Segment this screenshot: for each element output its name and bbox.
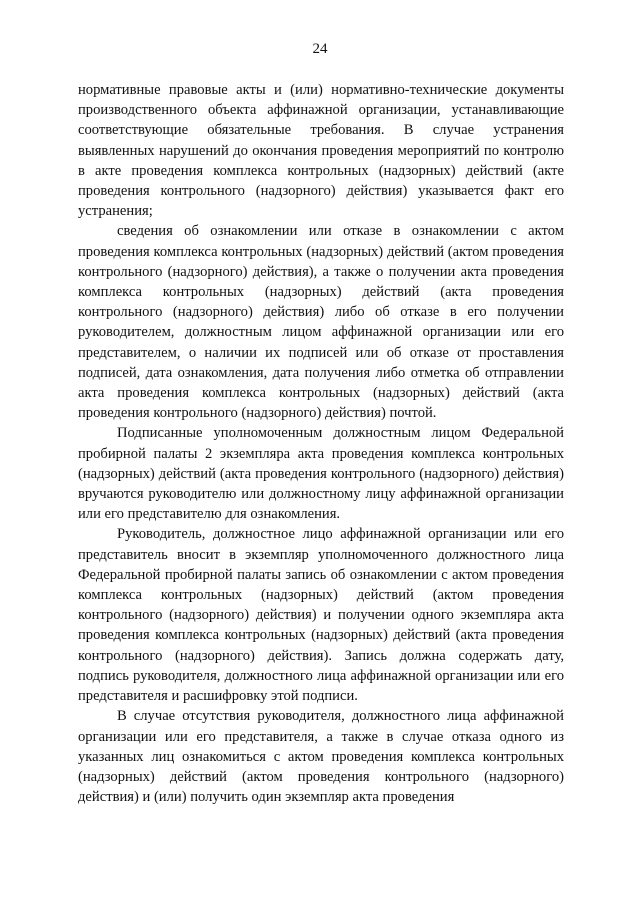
paragraph-3: Подписанные уполномоченным должностным лицом Федеральной пробирной палаты 2 экземпляра акта проведения комплекса контрольных (надзорных) действий (акта проведения контрольного (надзорного) действия) вручаются руководителю или должностному лицу аффинажной организации или его представителю для ознакомления.	[78, 425, 564, 523]
paragraph-2: сведения об ознакомлении или отказе в ознакомлении с актом проведения комплекса контрольных (надзорных) действий (актом проведения контрольного (надзорного) действия), а также о получении акта проведения комплекса контрольных (надзорных) действий (акта проведения контрольного (надзорного) действия) либо об отказе в его получении руководителем, должностным лицом аффинажной организации или его представителем, о наличии их подписей или об отказе от проставления подписей, дата ознакомления, дата получения либо отметка об отправлении акта проведения комплекса контрольных (надзорных) действий (акта проведения контрольного (надзорного) действия) почтой.	[78, 223, 564, 422]
page-number: 24	[312, 41, 328, 57]
paragraph-4: Руководитель, должностное лицо аффинажной организации или его представитель вносит в экземпляр уполномоченного должностного лица Федеральной пробирной палаты запись об ознакомлении с актом проведения комплекса контрольных (надзорных) действий (актом проведения контрольного (надзорного) действия) и получении одного экземпляра акта проведения комплекса контрольных (надзорных) действий (акта проведения контрольного (надзорного) действия). Запись должна содержать дату, подпись руководителя, должностного лица аффинажной организации или его представителя и расшифровку этой подписи.	[78, 526, 564, 705]
paragraph-1: нормативные правовые акты и (или) нормативно-технические документы производственного объекта аффинажной организации, устанавливающие соответствующие обязательные требования. В случае устранения выявленных нарушений до окончания проведения мероприятий по контролю в акте проведения комплекса контрольных (надзорных) действий (акте проведения контрольного (надзорного) действия) указывается факт его устранения;	[78, 82, 564, 220]
document-body	[78, 80, 564, 807]
paragraph-5: В случае отсутствия руководителя, должностного лица аффинажной организации или его представителя, а также в случае отказа одного из указанных лиц ознакомиться с актом проведения комплекса контрольных (надзорных) действий (актом проведения контрольного (надзорного) действия) и (или) получить один экземпляр акта проведения	[78, 708, 564, 806]
